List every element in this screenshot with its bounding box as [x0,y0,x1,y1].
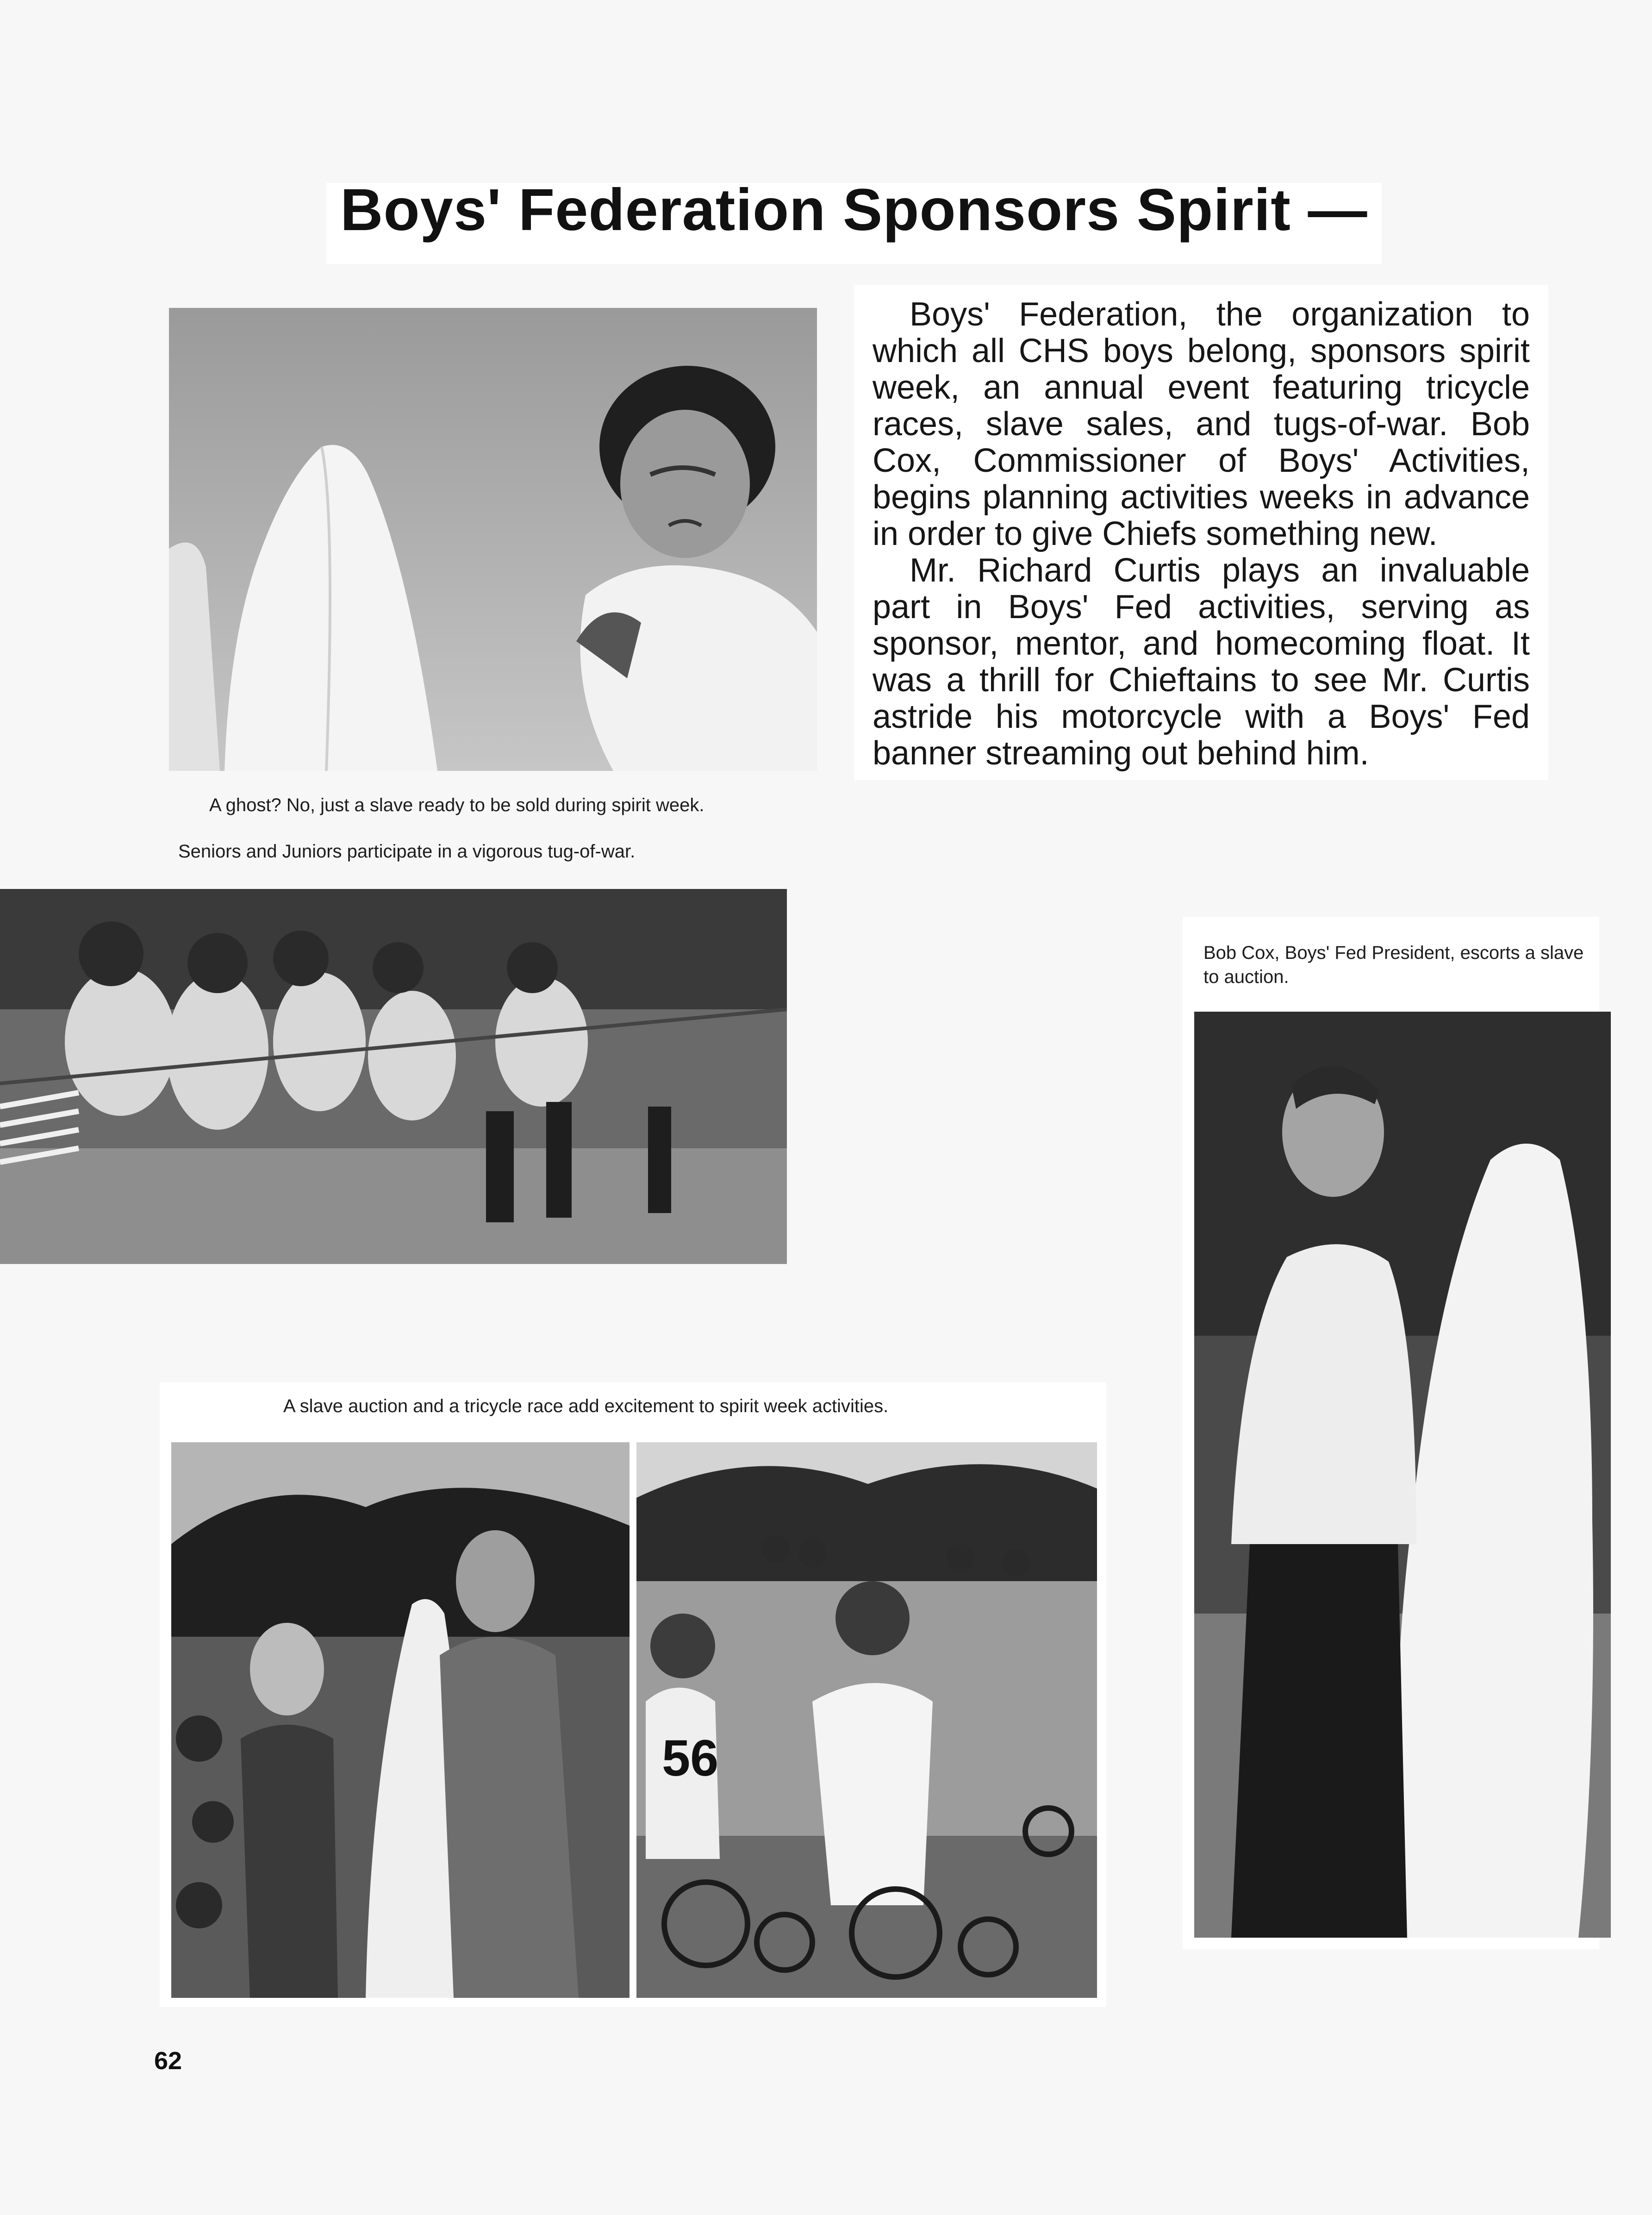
jersey-number: 56 [662,1730,719,1787]
article-paragraph: Boys' Federation, the organization to which all CHS boys belong, sponsors spirit week, an annual event featuring tricycle races, slave sales, and tugs-of-war. Bob Cox, Commissioner of Boys' Activities, begins planning activities weeks in advance in order to give Chiefs something new. [873,296,1530,552]
page-title: Boys' Federation Sponsors Spirit — [340,177,1368,243]
ghost-slave-photo [169,308,817,771]
article-paragraph: Mr. Richard Curtis plays an invaluable part in Boys' Fed activities, serving as sponsor, mentor, and homecoming float. It was a thrill for Chieftains to see Mr. Curtis astride his motorcycle with a Boys' Fed banner streaming out behind him. [873,552,1530,772]
tug-of-war-caption: Seniors and Juniors participate in a vigorous tug-of-war. [178,841,636,862]
tug-of-war-photo [0,889,787,1264]
tricycle-race-photo [636,1442,1097,1998]
article-body [873,296,1530,772]
bob-cox-photo [1194,1012,1611,1938]
page-number: 62 [154,2047,182,2075]
auction-tricycle-caption: A slave auction and a tricycle race add excitement to spirit week activities. [283,1396,889,1416]
ghost-photo-caption: A ghost? No, just a slave ready to be sold during spirit week. [209,795,704,815]
bob-cox-caption: Bob Cox, Boys' Fed President, escorts a slave to auction. [1203,943,1584,987]
slave-auction-photo [171,1442,630,1998]
